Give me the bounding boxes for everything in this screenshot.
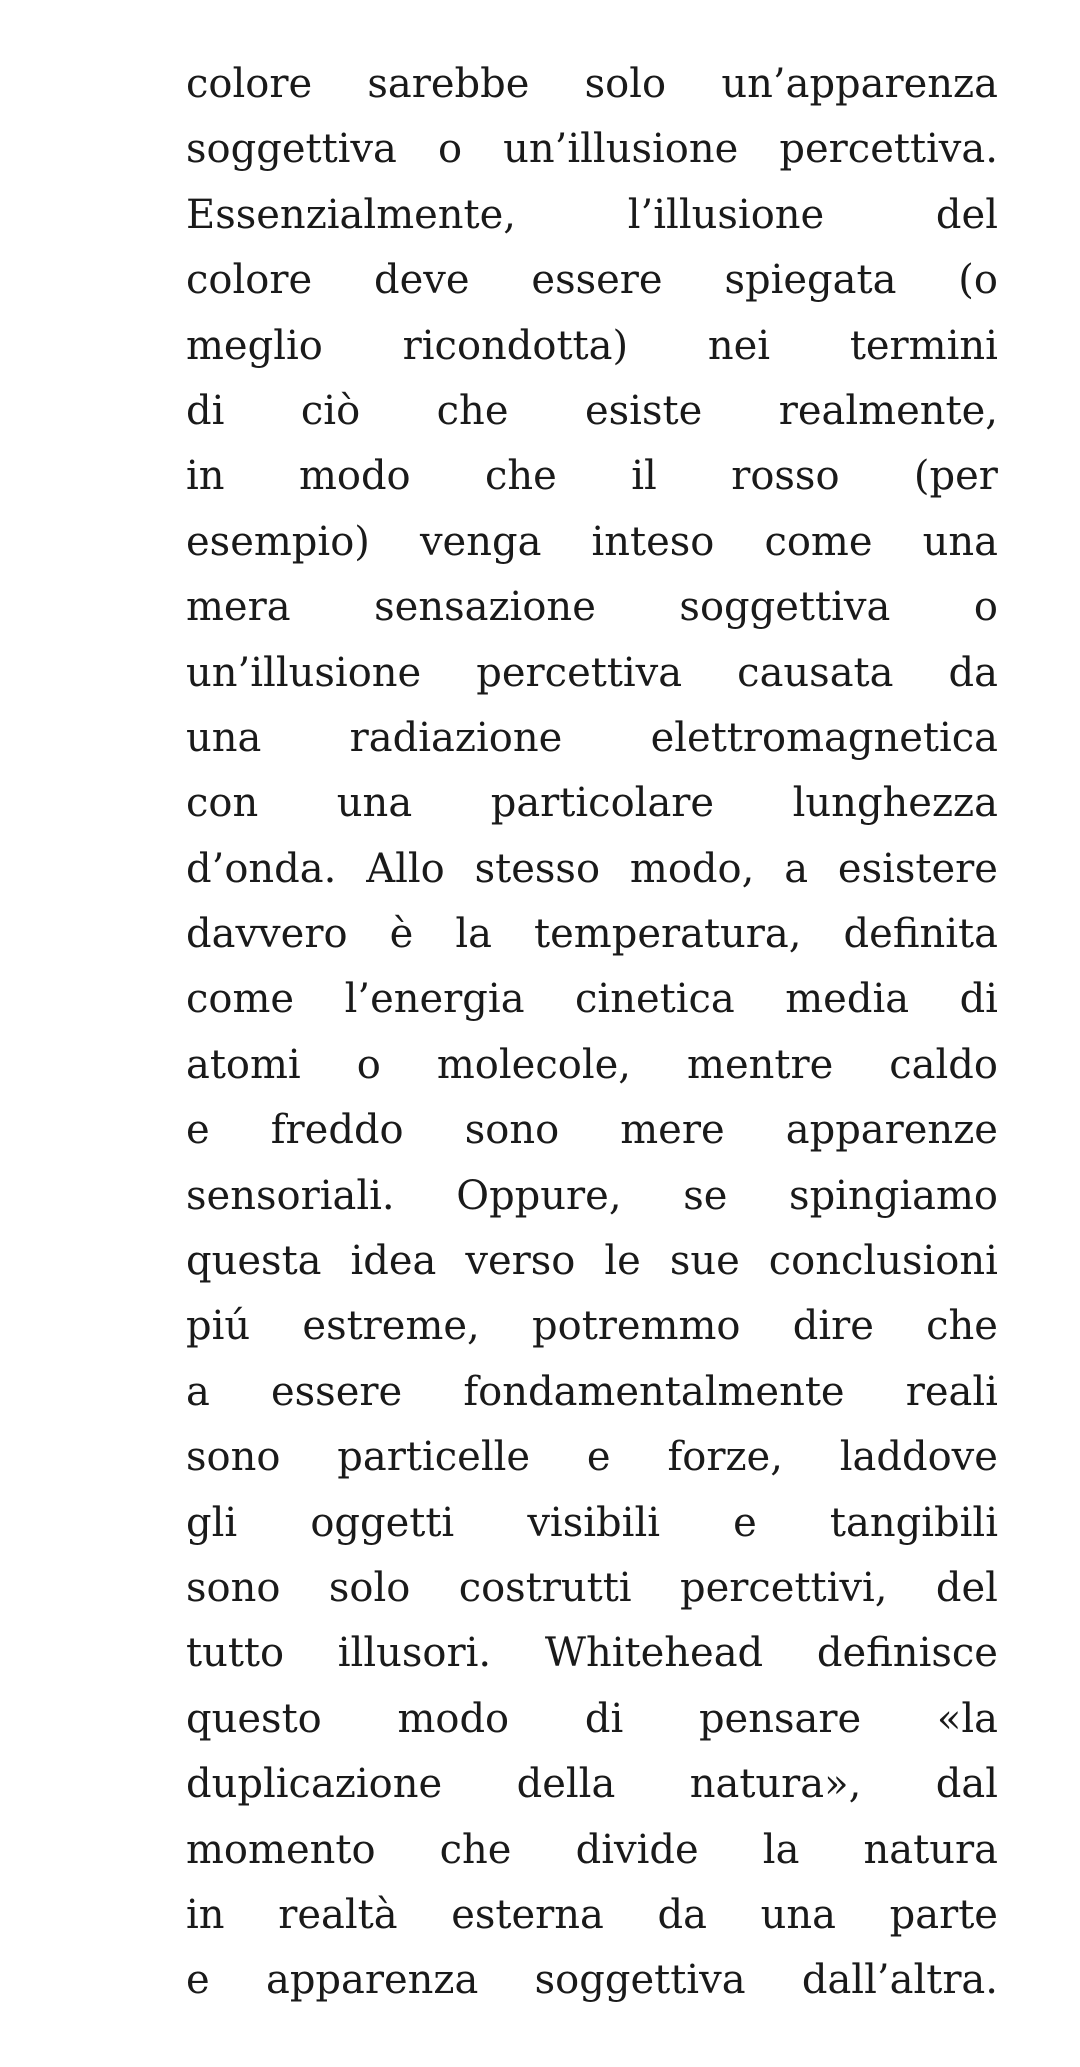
word: mentre [687,1041,834,1088]
word: da [657,1891,707,1938]
word: verso [465,1238,576,1285]
word: a [784,845,809,892]
word: potremmo [532,1303,741,1350]
body-text-paragraph [186,52,998,2014]
word: una [186,714,262,761]
word: forze, [667,1434,783,1481]
word: esterna [451,1891,604,1938]
word: sono [186,1434,281,1481]
word: dal [935,1761,998,1808]
word: duplicazione [186,1761,443,1808]
word: modo [397,1695,510,1742]
word: essere [270,1368,403,1415]
text-line [186,1556,998,1621]
word: l’illusione [627,191,825,238]
word: causata [737,649,894,696]
word: percettiva. [779,126,998,173]
word: venga [419,518,542,565]
word: le [604,1238,641,1285]
word: estreme, [302,1303,480,1350]
word: come [764,518,873,565]
word: ricondotta) [402,322,629,369]
text-line [186,771,998,836]
word: solo [328,1564,411,1611]
word: e [586,1434,611,1481]
word: un’illusione [186,649,422,696]
word: che [436,387,509,434]
text-line [186,183,998,248]
word: dire [792,1303,874,1350]
text-line [186,444,998,509]
word: realmente, [778,387,998,434]
word: davvero [186,911,348,958]
word: «la [936,1695,998,1742]
word: la [762,1826,800,1873]
word: conclusioni [768,1238,998,1285]
word: percettivi, [679,1564,888,1611]
word: sarebbe [367,61,530,107]
text-line [186,1883,998,1948]
word: che [439,1826,512,1873]
word: spiegata [724,257,897,304]
word: caldo [889,1041,998,1088]
word: Whitehead [544,1630,764,1677]
word: apparenza [265,1957,479,2004]
word: del [935,191,998,238]
word: illusori. [337,1630,492,1677]
word: che [485,453,557,500]
text-line [186,1229,998,1294]
word: particolare [490,780,715,827]
word: da [948,649,998,696]
word: reali [905,1368,998,1415]
word: particelle [337,1434,531,1481]
word: se [683,1172,728,1219]
word: nei [707,322,771,369]
text-line [186,902,998,967]
word: della [516,1761,616,1808]
word: deve [374,257,470,304]
word: mere [620,1107,725,1154]
word: esiste [584,387,703,434]
word: del [935,1564,998,1611]
text-line [186,379,998,444]
word: costrutti [458,1564,632,1611]
word: soggettiva [186,126,397,173]
text-line [186,967,998,1032]
word: questo [186,1695,322,1742]
word: il [631,453,657,500]
word: soggettiva [679,584,891,631]
word: dall’altra. [801,1957,998,2004]
word: apparenze [785,1107,998,1154]
word: essere [531,257,663,304]
word: soggettiva [534,1957,746,2004]
word: che [926,1303,998,1350]
word: atomi [186,1041,301,1088]
word: in [186,1891,225,1938]
word: mera [186,584,291,631]
word: colore [186,61,313,107]
word: realtà [278,1891,398,1938]
text-line [186,117,998,182]
word: rosso [731,453,840,500]
word: Oppure, [456,1172,622,1219]
text-line [186,1818,998,1883]
text-line [186,1687,998,1752]
word: gli [186,1499,238,1546]
word: divide [575,1826,699,1873]
word: freddo [270,1107,404,1154]
word: un’illusione [503,126,739,173]
word: percettiva [476,649,683,696]
word: e [186,1107,210,1154]
word: sue [669,1238,740,1285]
word: ciò [300,387,361,434]
word: lunghezza [792,780,998,827]
text-line [186,248,998,313]
word: o [973,584,998,631]
text-line [186,52,998,117]
word: una [922,518,998,565]
word: e [186,1957,210,2004]
word: o [356,1041,381,1088]
word: elettromagnetica [650,714,998,761]
word: radiazione [349,714,563,761]
word: sono [186,1564,281,1611]
word: modo [298,453,411,500]
word: di [584,1695,624,1742]
text-line [186,1948,998,2013]
word: (o [958,257,998,304]
word: una [760,1891,836,1938]
word: modo, [629,845,755,892]
word: definita [843,911,998,958]
word: fondamentalmente [463,1368,845,1415]
word: d’onda. [186,845,337,892]
text-line [186,1294,998,1359]
text-line [186,314,998,379]
text-line [186,510,998,575]
word: visibili [527,1499,661,1546]
word: media [785,976,910,1023]
word: esistere [837,845,998,892]
word: cinetica [575,976,735,1023]
word: di [186,387,225,434]
word: con [186,780,259,827]
word: la [455,911,492,958]
word: o [437,126,463,173]
word: sono [464,1107,560,1154]
text-line [186,706,998,771]
word: stesso [474,845,601,892]
word: momento [186,1826,376,1873]
text-line [186,837,998,902]
word: questa [186,1238,322,1285]
text-line [186,1164,998,1229]
word: un’apparenza [721,61,998,107]
text-line [186,1491,998,1556]
word: a [186,1368,210,1415]
text-line [186,1360,998,1425]
word: di [959,976,998,1023]
word: è [389,911,414,958]
word: sensazione [374,584,596,631]
word: tutto [186,1630,285,1677]
word: una [336,780,413,827]
text-line [186,641,998,706]
text-line [186,1425,998,1490]
word: esempio) [186,518,370,565]
word: meglio [186,322,323,369]
text-line [186,1098,998,1163]
word: in [186,453,225,500]
word: Essenzialmente, [186,191,517,238]
word: termini [849,322,998,369]
word: definisce [816,1630,998,1677]
word: sensoriali. [186,1172,395,1219]
text-line [186,575,998,640]
word: molecole, [436,1041,631,1088]
word: come [186,976,295,1023]
word: idea [350,1238,437,1285]
word: natura», [689,1761,862,1808]
text-line [186,1752,998,1817]
word: l’energia [344,976,525,1023]
word: inteso [591,518,715,565]
word: (per [913,453,998,500]
word: natura [863,1826,998,1873]
word: e [733,1499,757,1546]
word: pensare [698,1695,862,1742]
word: parte [889,1891,998,1938]
word: tangibili [829,1499,998,1546]
word: laddove [839,1434,998,1481]
word: spingiamo [789,1172,998,1219]
word: temperatura, [534,911,802,958]
word: oggetti [310,1499,455,1546]
text-line [186,1621,998,1686]
word: colore [186,257,313,304]
word: solo [584,61,667,107]
word: piú [186,1303,251,1350]
text-line [186,1033,998,1098]
word: Allo [366,845,445,892]
